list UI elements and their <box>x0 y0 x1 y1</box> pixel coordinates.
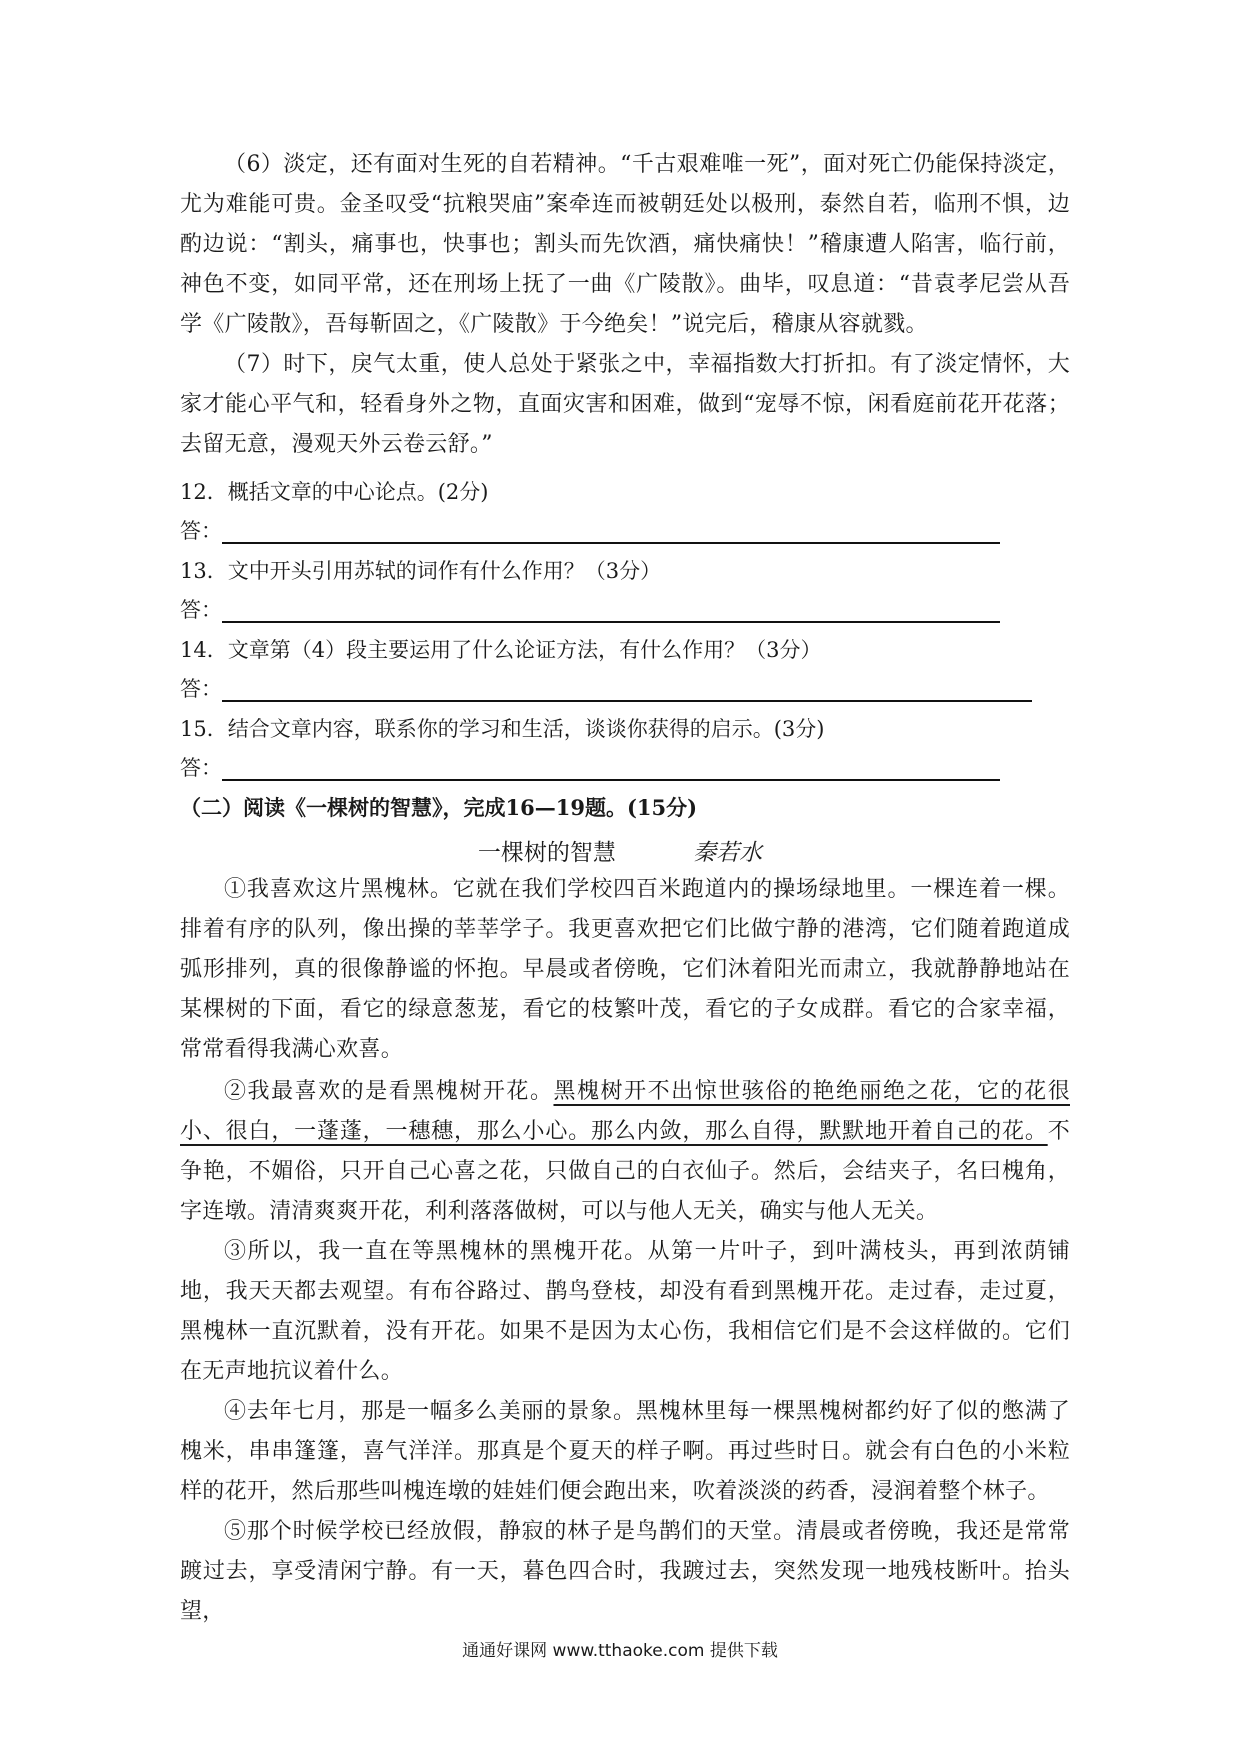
underlined-passage: 黑槐树开不出惊世骇俗的艳绝丽绝之花，它的花很小、很白，一蓬蓬，一穗穗，那么小心。那么内敛，那么自得，默默地开着自己的花。 <box>180 1079 1070 1144</box>
article-title-row <box>0 838 1240 868</box>
page-footer: 通通好课网 www.tthaoke.com 提供下载 <box>462 1641 778 1661</box>
answer-label: 答： <box>180 677 222 701</box>
paragraph-2 <box>180 1072 1070 1232</box>
section-heading: （二）阅读《一棵树的智慧》，完成16—19题。(15分) <box>180 795 698 820</box>
question-12: 12．概括文章的中心论点。(2分) <box>180 480 489 504</box>
answer-15 <box>180 753 222 783</box>
question-15: 15．结合文章内容，联系你的学习和生活，谈谈你获得的启示。(3分) <box>180 717 825 741</box>
article-title: 一棵树的智慧 <box>477 840 616 866</box>
paragraph-3: ③所以，我一直在等黑槐林的黑槐开花。从第一片叶子，到叶满枝头，再到浓荫铺地，我天天都去观望。有布谷路过、鹊鸟登枝，却没有看到黑槐开花。走过春，走过夏，黑槐林一直沉默着，没有开花。如果不是因为太心伤，我相信它们是不会这样做的。它们在无声地抗议着什么。 <box>180 1239 1070 1384</box>
paragraph-2-start: ②我最喜欢的是看黑槐树开花。 <box>224 1079 554 1104</box>
answer-12 <box>180 516 222 546</box>
answer-line[interactable] <box>222 700 1032 702</box>
paragraph-2-end: 不争艳，不媚俗，只开自己心喜之花，只做自己的白衣仙子。然后，会结夹子，名曰槐角，字连墩。清清爽爽开花，利利落落做树，可以与他人无关，确实与他人无关。 <box>180 1119 1070 1224</box>
question-14: 14．文章第（4）段主要运用了什么论证方法，有什么作用？（3分） <box>180 638 822 662</box>
answer-line[interactable] <box>222 621 1000 623</box>
answer-line[interactable] <box>222 542 1000 544</box>
answer-line[interactable] <box>222 779 1000 781</box>
question-13: 13．文中开头引用苏轼的词作有什么作用？（3分） <box>180 559 662 583</box>
paragraph-1: ①我喜欢这片黑槐林。它就在我们学校四百米跑道内的操场绿地里。一棵连着一棵。排着有序的队列，像出操的莘莘学子。我更喜欢把它们比做宁静的港湾，它们随着跑道成弧形排列，真的很像静谧的怀抱。早晨或者傍晚，它们沐着阳光而肃立，我就静静地站在某棵树的下面，看它的绿意葱茏，看它的枝繁叶茂，看它的子女成群。看它的合家幸福，常常看得我满心欢喜。 <box>180 877 1070 1062</box>
answer-14 <box>180 674 222 704</box>
paragraph-7: （7）时下，戾气太重，使人总处于紧张之中，幸福指数大打折扣。有了淡定情怀，大家才能心平气和，轻看身外之物，直面灾害和困难，做到“宠辱不惊，闲看庭前花开花落；去留无意，漫观天外云卷云舒。” <box>180 352 1070 457</box>
answer-label: 答： <box>180 598 222 622</box>
answer-label: 答： <box>180 756 222 780</box>
answer-13 <box>180 595 222 625</box>
article-author: 秦若水 <box>693 840 763 866</box>
answer-label: 答： <box>180 519 222 543</box>
paragraph-4: ④去年七月，那是一幅多么美丽的景象。黑槐林里每一棵黑槐树都约好了似的憋满了槐米，串串篷篷，喜气洋洋。那真是个夏天的样子啊。再过些时日。就会有白色的小米粒样的花开，然后那些叫槐连墩的娃娃们便会跑出来，吹着淡淡的药香，浸润着整个林子。 <box>180 1399 1070 1504</box>
paragraph-5: ⑤那个时候学校已经放假，静寂的林子是鸟鹊们的天堂。清晨或者傍晚，我还是常常踱过去，享受清闲宁静。有一天，暮色四合时，我踱过去，突然发现一地残枝断叶。抬头望， <box>180 1519 1070 1624</box>
paragraph-6: （6）淡定，还有面对生死的自若精神。“千古艰难唯一死”，面对死亡仍能保持淡定，尤为难能可贵。金圣叹受“抗粮哭庙”案牵连而被朝廷处以极刑，泰然自若，临刑不惧，边酌边说：“割头，痛事也，快事也；割头而先饮酒，痛快痛快！”稽康遭人陷害，临行前，神色不变，如同平常，还在刑场上抚了一曲《广陵散》。曲毕，叹息道：“昔袁孝尼尝从吾学《广陵散》，吾每靳固之，《广陵散》于今绝矣！”说完后，稽康从容就戮。 <box>180 152 1070 337</box>
